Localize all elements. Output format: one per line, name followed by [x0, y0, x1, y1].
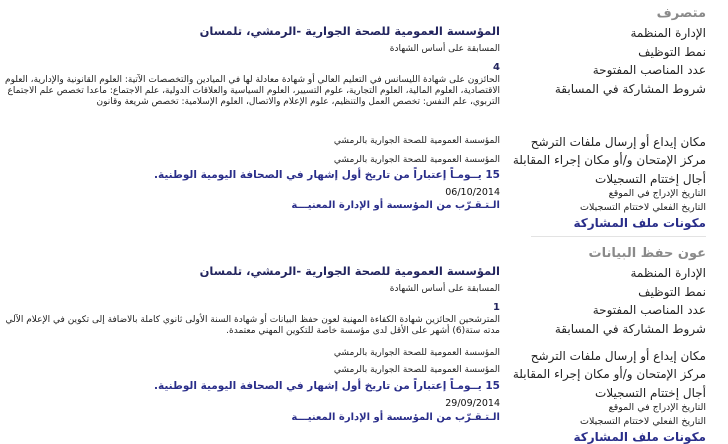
label-participation-conditions: شروط المشاركة في المسابقة	[554, 322, 706, 336]
label-organizing-administration: الإدارة المنظمة	[630, 266, 706, 280]
value-file-submission-place: المؤسسة العمومية للصحة الجوارية بالرمشي	[333, 136, 500, 146]
section-title: عون حفظ البيانات	[588, 246, 706, 261]
value-organizing-administration: المؤسسة العمومية للصحة الجوارية -الرمشي، تلمسان	[199, 264, 500, 278]
value-open-posts: 1	[493, 302, 500, 313]
label-actual-closing-date: التاريخ الفعلي لاختتام التسجيلات	[580, 416, 706, 427]
section-title: متصرف	[656, 6, 706, 21]
label-registration-deadline: أجال إختتام التسجيلات	[595, 172, 706, 186]
value-participation-conditions: الحائزون على شهادة الليسانس في التعليم العالي أو شهادة معادلة لها في الميادين والتخصصات الآتية: العلوم القانونية والإدارية، العلوم الاقتصادية، العلوم المالية، العلوم التجارية، علوم التسيير، العلوم السياسية والعلاقات الدولية، علم الاجتماع: ماعدا تخصص علم الاجتماع التربوي، علم النفس: تخصص العمل والتنظيم، علوم الإعلام والاتصال، العلوم الإسلامية: تخصص شريعة وقانون	[5, 75, 500, 107]
value-registration-deadline: 15 يــومـاً إعتباراً من تاريخ أول إشهار في الصحافة اليومية الوطنية.	[154, 380, 500, 392]
label-recruitment-mode: نمط التوظيف	[638, 285, 706, 299]
value-recruitment-mode: المسابقة على أساس الشهادة	[389, 44, 500, 54]
label-participation-file-components: مكونات ملف المشاركة	[573, 430, 706, 444]
value-open-posts: 4	[493, 62, 500, 73]
value-file-components-link[interactable]: الـتـقـرّب من المؤسسة أو الإدارة المعنيـــة	[291, 200, 500, 211]
label-open-posts: عدد المناصب المفتوحة	[592, 63, 706, 77]
value-participation-conditions: المترشحين الحائزين شهادة الكفاءة المهنية لعون حفظ البيانات أو شهادة السنة الأولى ثانوي كاملة بالاضافة إلى تكوين في الإعلام الآلي مدته ستة(6) أشهر على الأقل لدى مؤسسة خاصة للتكوين المهني معتمدة.	[5, 315, 500, 336]
value-recruitment-mode: المسابقة على أساس الشهادة	[389, 284, 500, 294]
label-registration-deadline: أجال إختتام التسجيلات	[595, 386, 706, 400]
value-posted-date: 29/09/2014	[445, 398, 500, 409]
value-exam-center: المؤسسة العمومية للصحة الجوارية بالرمشي	[333, 155, 500, 165]
value-file-submission-place: المؤسسة العمومية للصحة الجوارية بالرمشي	[333, 348, 500, 358]
label-file-submission-place: مكان إيداع أو إرسال ملفات الترشح	[530, 349, 706, 363]
label-recruitment-mode: نمط التوظيف	[638, 45, 706, 59]
value-posted-date: 06/10/2014	[445, 187, 500, 198]
label-participation-file-components: مكونات ملف المشاركة	[573, 216, 706, 230]
value-registration-deadline: 15 يــومـاً إعتباراً من تاريخ أول إشهار في الصحافة اليومية الوطنية.	[154, 169, 500, 181]
section-divider	[531, 236, 706, 237]
label-posted-date: التاريخ الإدراج في الموقع	[608, 188, 706, 199]
label-exam-center: مركز الإمتحان و/أو مكان إجراء المقابلة	[512, 367, 706, 381]
label-open-posts: عدد المناصب المفتوحة	[592, 303, 706, 317]
label-file-submission-place: مكان إيداع أو إرسال ملفات الترشح	[530, 135, 706, 149]
label-posted-date: التاريخ الإدراج في الموقع	[608, 402, 706, 413]
label-exam-center: مركز الإمتحان و/أو مكان إجراء المقابلة	[512, 153, 706, 167]
value-exam-center: المؤسسة العمومية للصحة الجوارية بالرمشي	[333, 365, 500, 375]
value-organizing-administration: المؤسسة العمومية للصحة الجوارية -الرمشي، تلمسان	[199, 24, 500, 38]
label-actual-closing-date: التاريخ الفعلي لاختتام التسجيلات	[580, 202, 706, 213]
label-organizing-administration: الإدارة المنظمة	[630, 26, 706, 40]
value-file-components-link[interactable]: الـتـقـرّب من المؤسسة أو الإدارة المعنيـــة	[291, 412, 500, 423]
label-participation-conditions: شروط المشاركة في المسابقة	[554, 82, 706, 96]
